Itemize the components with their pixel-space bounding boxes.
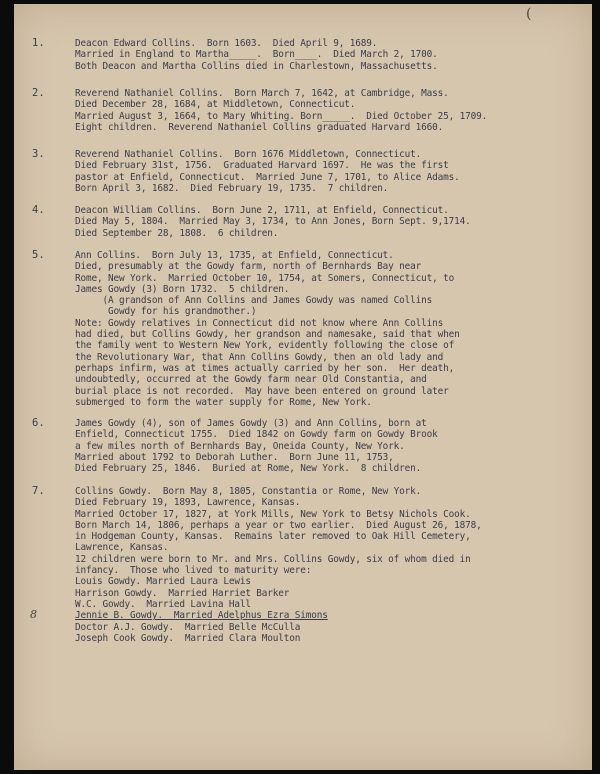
entry-line: (A grandson of Ann Collins and James Gowdy was named Collins (75, 295, 433, 307)
entry-line: Married August 3, 1664, to Mary Whiting. Born_____. Died October 25, 1709. (75, 110, 488, 122)
entry-line: Died September 28, 1808. 6 children. (75, 227, 279, 239)
entry-line: submerged to form the water supply for Rome, New York. (75, 396, 372, 408)
entry-line: Enfield, Connecticut 1755. Died 1842 on Gowdy farm on Gowdy Brook (75, 429, 438, 441)
entry-line: Died February 31st, 1756. Graduated Harvard 1697. He was the first (75, 160, 449, 172)
entry-line: Joseph Cook Gowdy. Married Clara Moulton (75, 632, 301, 644)
entry-line: James Gowdy (4), son of James Gowdy (3) and Ann Collins, born at (75, 418, 427, 429)
entry-line: Died December 28, 1684, at Middletown, Connecticut. (75, 99, 356, 111)
entry-number: 7. (32, 485, 45, 497)
entry-line: Both Deacon and Martha Collins died in Charlestown, Massachusetts. (75, 60, 438, 72)
entry-line: Eight children. Reverend Nathaniel Collins graduated Harvard 1660. (75, 121, 444, 133)
entry-line: undoubtedly, occurred at the Gowdy farm near Old Constantia, and (75, 374, 427, 386)
entry-number: 4. (32, 204, 45, 216)
entry-line: Born April 3, 1682. Died February 19, 1735. 7 children. (75, 182, 389, 194)
document-page (14, 4, 592, 770)
entry-number: 2. (32, 87, 45, 99)
entry-line: 12 children were born to Mr. and Mrs. Collins Gowdy, six of whom died in (75, 553, 471, 565)
entry-line: infancy. Those who lived to maturity were: (75, 565, 312, 577)
entry-line: Married about 1792 to Deborah Luther. Born June 11, 1753, (75, 451, 394, 463)
corner-pencil-mark: ( (526, 6, 532, 22)
entry-line: burial place is not recorded. May have been entered on ground later (75, 385, 449, 397)
handwritten-number-mark: 8 (30, 608, 37, 621)
entry-line: Note: Gowdy relatives in Connecticut did not know where Ann Collins (75, 317, 444, 329)
entry-line: pastor at Enfield, Connecticut. Married June 7, 1701, to Alice Adams. (75, 171, 460, 183)
entry-line: the family went to Western New York, evidently following the close of (75, 340, 455, 352)
entry-line: Ann Collins. Born July 13, 1735, at Enfield, Connecticut. (75, 250, 394, 261)
entry-line: Born March 14, 1806, perhaps a year or two earlier. Died August 26, 1878, (75, 519, 482, 531)
entry-line: Doctor A.J. Gowdy. Married Belle McCulla (75, 621, 301, 633)
entry-line: Gowdy for his grandmother.) (75, 306, 257, 318)
entry-number: 6. (32, 417, 45, 429)
entry-number: 3. (32, 148, 45, 160)
entry-line: had died, but Collins Gowdy, her grandson and namesake, said that when (75, 329, 460, 341)
entry-line: Died, presumably at the Gowdy farm, north of Bernhards Bay near (75, 261, 422, 273)
entry-line: perhaps infirm, was at times actually carried by her son. Her death, (75, 362, 455, 374)
entry-line: Died May 5, 1804. Married May 3, 1734, to Ann Jones, Born Sept. 9,1714. (75, 216, 471, 228)
entry-line: Died February 19, 1893, Lawrence, Kansas. (75, 497, 301, 509)
entry-line: Deacon William Collins. Born June 2, 1711, at Enfield, Connecticut. (75, 205, 449, 216)
entry-number: 5. (32, 249, 45, 261)
entry-line: James Gowdy (3) Born 1732. 5 children. (75, 283, 290, 295)
entry-line: in Hodgeman County, Kansas. Remains later removed to Oak Hill Cemetery, (75, 531, 471, 543)
entry-line: Married in England to Martha_____. Born____. Died March 2, 1700. (75, 49, 438, 61)
entry-line: Louis Gowdy. Married Laura Lewis (75, 576, 251, 588)
entry-line: Deacon Edward Collins. Born 1603. Died April 9, 1689. (75, 38, 378, 49)
entry-line: Rome, New York. Married October 10, 1754, at Somers, Connecticut, to (75, 272, 455, 284)
entry-line: Died February 25, 1846. Buried at Rome, New York. 8 children. (75, 463, 422, 475)
entry-line: Lawrence, Kansas. (75, 542, 169, 554)
entry-line: Married October 17, 1827, at York Mills, New York to Betsy Nichols Cook. (75, 508, 471, 520)
entry-number: 1. (32, 37, 45, 49)
entry-line: Reverend Nathaniel Collins. Born March 7, 1642, at Cambridge, Mass. (75, 88, 449, 99)
entry-line: the Revolutionary War, that Ann Collins Gowdy, then an old lady and (75, 351, 444, 363)
entry-line: Reverend Nathaniel Collins. Born 1676 Middletown, Connecticut. (75, 149, 422, 160)
entry-line: W.C. Gowdy. Married Lavina Hall (75, 598, 251, 610)
entry-line: Harrison Gowdy. Married Harriet Barker (75, 587, 290, 599)
entry-line: Collins Gowdy. Born May 8, 1805, Constantia or Rome, New York. (75, 486, 422, 497)
entry-line: Jennie B. Gowdy. Married Adelphus Ezra Simons (75, 610, 328, 622)
entry-line: a few miles north of Bernhards Bay, Oneida County, New York. (75, 440, 405, 452)
